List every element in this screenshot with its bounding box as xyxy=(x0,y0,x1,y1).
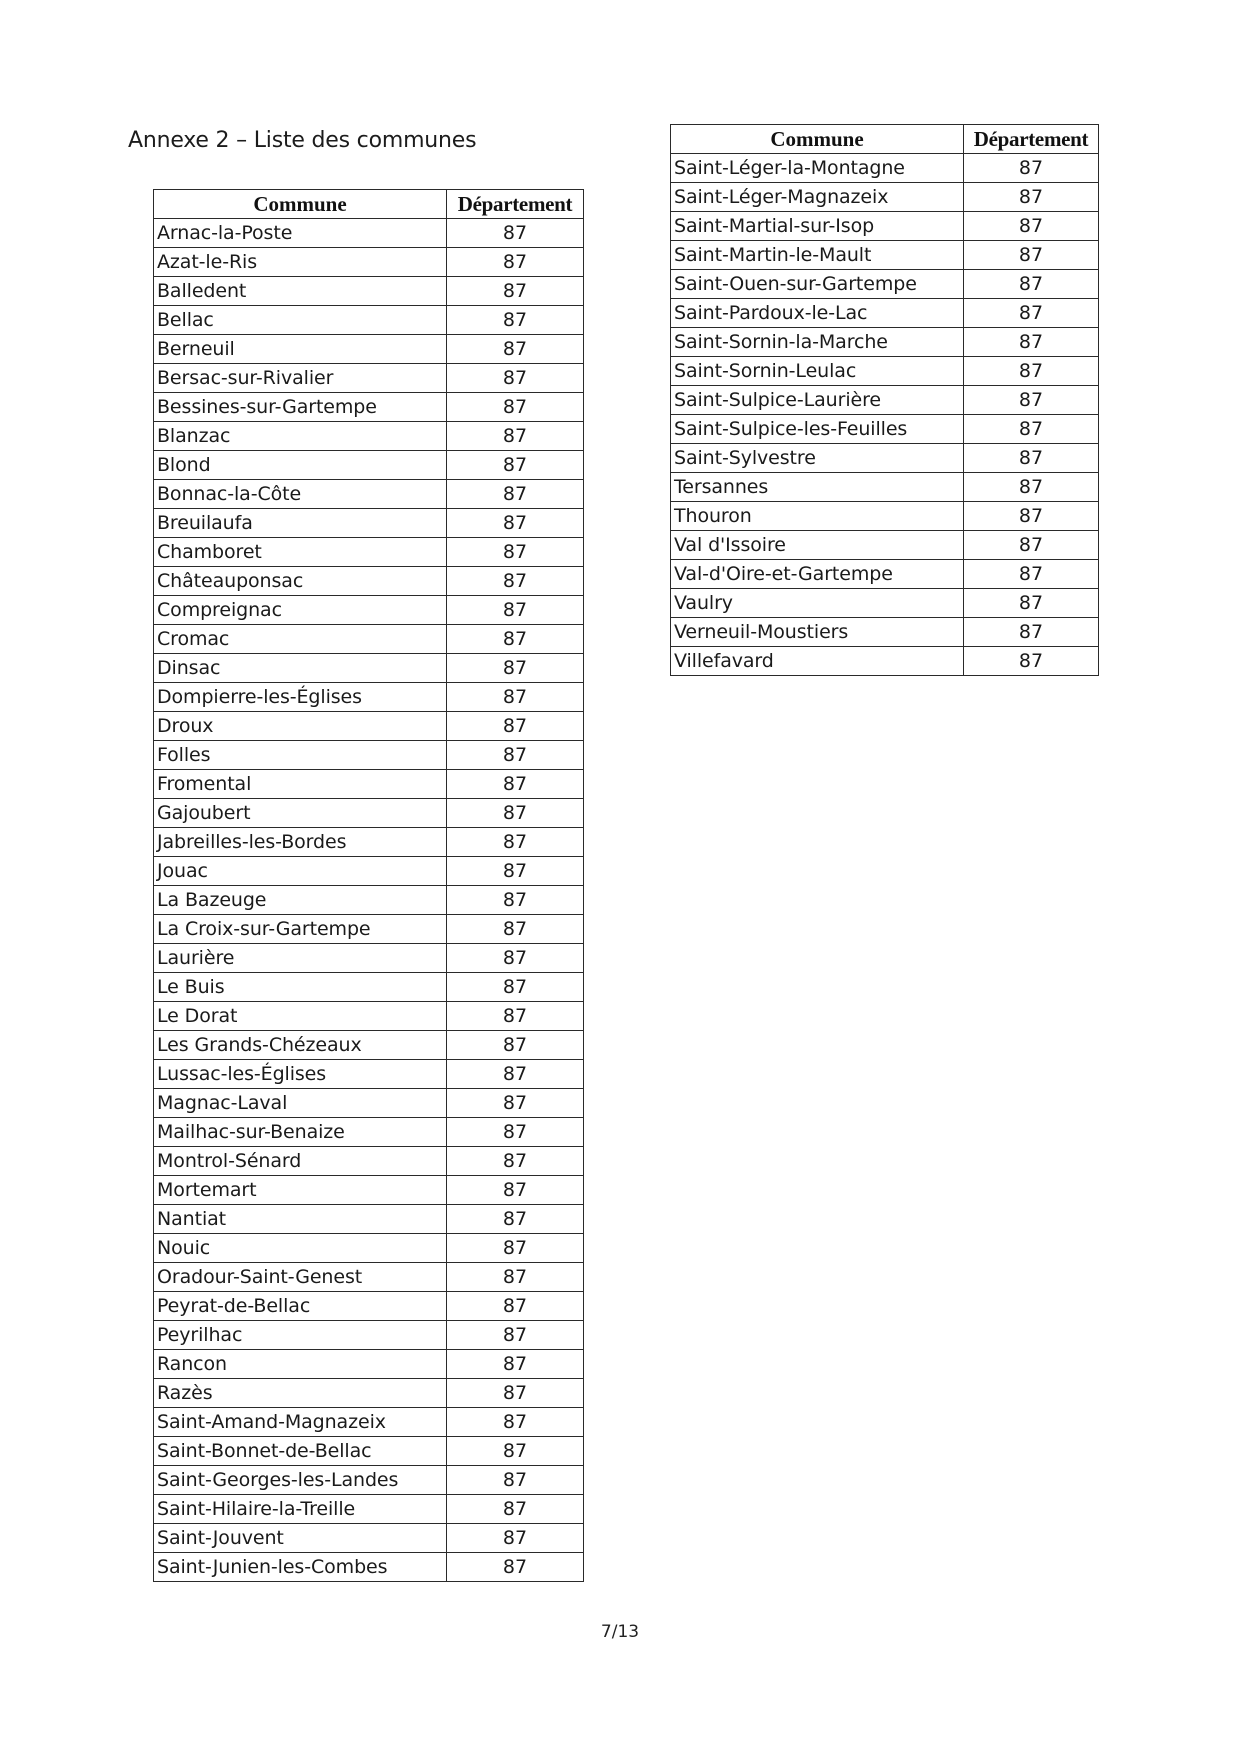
departement-cell: 87 xyxy=(447,1321,584,1350)
commune-name-cell: Razès xyxy=(154,1379,447,1408)
departement-cell: 87 xyxy=(447,364,584,393)
departement-cell: 87 xyxy=(964,154,1099,183)
departement-cell: 87 xyxy=(447,654,584,683)
table-row xyxy=(154,857,584,886)
departement-cell: 87 xyxy=(447,1002,584,1031)
departement-cell: 87 xyxy=(447,248,584,277)
table-row xyxy=(154,741,584,770)
commune-name-cell: Le Dorat xyxy=(154,1002,447,1031)
table-row xyxy=(154,1408,584,1437)
table-row xyxy=(154,683,584,712)
departement-cell: 87 xyxy=(447,973,584,1002)
departement-cell: 87 xyxy=(447,596,584,625)
table-row xyxy=(154,973,584,1002)
departement-cell: 87 xyxy=(447,828,584,857)
commune-name-cell: La Bazeuge xyxy=(154,886,447,915)
table-row xyxy=(154,277,584,306)
table-row xyxy=(154,422,584,451)
page-number: 7/13 xyxy=(600,1622,640,1642)
commune-name-cell: Berneuil xyxy=(154,335,447,364)
commune-name-cell: Folles xyxy=(154,741,447,770)
commune-name-cell: Bessines-sur-Gartempe xyxy=(154,393,447,422)
commune-name-cell: Cromac xyxy=(154,625,447,654)
commune-name-cell: Bonnac-la-Côte xyxy=(154,480,447,509)
table-row xyxy=(154,1495,584,1524)
departement-cell: 87 xyxy=(447,509,584,538)
commune-name-cell: Mortemart xyxy=(154,1176,447,1205)
table-header-row xyxy=(671,125,1099,154)
table-row xyxy=(154,828,584,857)
table-row xyxy=(671,473,1099,502)
table-row xyxy=(154,451,584,480)
table-row xyxy=(671,531,1099,560)
commune-name-cell: Magnac-Laval xyxy=(154,1089,447,1118)
table-body xyxy=(671,154,1099,676)
table-row xyxy=(671,154,1099,183)
commune-name-cell: Saint-Léger-Magnazeix xyxy=(671,183,964,212)
commune-name-cell: Breuilaufa xyxy=(154,509,447,538)
departement-cell: 87 xyxy=(447,1031,584,1060)
table-row xyxy=(154,509,584,538)
table-row xyxy=(154,1089,584,1118)
table-row xyxy=(154,596,584,625)
table-row xyxy=(154,1466,584,1495)
commune-name-cell: Villefavard xyxy=(671,647,964,676)
commune-name-cell: Saint-Junien-les-Combes xyxy=(154,1553,447,1582)
departement-cell: 87 xyxy=(447,1524,584,1553)
table-row xyxy=(671,212,1099,241)
departement-cell: 87 xyxy=(447,393,584,422)
table-row xyxy=(154,1031,584,1060)
table-row xyxy=(154,248,584,277)
table-row xyxy=(154,770,584,799)
table-row xyxy=(671,241,1099,270)
departement-cell: 87 xyxy=(447,219,584,248)
departement-cell: 87 xyxy=(447,422,584,451)
table-row xyxy=(671,183,1099,212)
table-row xyxy=(671,386,1099,415)
departement-cell: 87 xyxy=(964,415,1099,444)
departement-cell: 87 xyxy=(447,799,584,828)
communes-table-right xyxy=(670,124,1099,676)
commune-name-cell: Compreignac xyxy=(154,596,447,625)
table-row xyxy=(154,1524,584,1553)
departement-cell: 87 xyxy=(447,567,584,596)
table-row xyxy=(154,654,584,683)
table-row xyxy=(154,625,584,654)
departement-cell: 87 xyxy=(447,1408,584,1437)
table-row xyxy=(154,364,584,393)
table-body xyxy=(154,219,584,1582)
commune-name-cell: Saint-Martin-le-Mault xyxy=(671,241,964,270)
table-row xyxy=(154,1379,584,1408)
commune-name-cell: Gajoubert xyxy=(154,799,447,828)
table-row xyxy=(671,502,1099,531)
table-row xyxy=(671,328,1099,357)
table-row xyxy=(154,1060,584,1089)
commune-name-cell: Tersannes xyxy=(671,473,964,502)
departement-cell: 87 xyxy=(447,683,584,712)
table-row xyxy=(154,1437,584,1466)
departement-cell: 87 xyxy=(447,1234,584,1263)
commune-name-cell: Saint-Amand-Magnazeix xyxy=(154,1408,447,1437)
departement-cell: 87 xyxy=(447,1118,584,1147)
departement-cell: 87 xyxy=(447,1176,584,1205)
commune-name-cell: Verneuil-Moustiers xyxy=(671,618,964,647)
commune-name-cell: Saint-Ouen-sur-Gartempe xyxy=(671,270,964,299)
table-row xyxy=(671,444,1099,473)
commune-name-cell: Azat-le-Ris xyxy=(154,248,447,277)
commune-name-cell: Saint-Léger-la-Montagne xyxy=(671,154,964,183)
commune-name-cell: La Croix-sur-Gartempe xyxy=(154,915,447,944)
commune-name-cell: Val d'Issoire xyxy=(671,531,964,560)
departement-cell: 87 xyxy=(964,183,1099,212)
commune-name-cell: Balledent xyxy=(154,277,447,306)
commune-name-cell: Rancon xyxy=(154,1350,447,1379)
table-row xyxy=(671,560,1099,589)
commune-name-cell: Val-d'Oire-et-Gartempe xyxy=(671,560,964,589)
commune-name-cell: Saint-Martial-sur-Isop xyxy=(671,212,964,241)
departement-cell: 87 xyxy=(447,625,584,654)
table-row xyxy=(154,799,584,828)
departement-cell: 87 xyxy=(447,1553,584,1582)
commune-name-cell: Montrol-Sénard xyxy=(154,1147,447,1176)
table-row xyxy=(154,1292,584,1321)
departement-cell: 87 xyxy=(447,1060,584,1089)
commune-name-cell: Saint-Sulpice-Laurière xyxy=(671,386,964,415)
departement-cell: 87 xyxy=(964,357,1099,386)
commune-name-cell: Peyrat-de-Bellac xyxy=(154,1292,447,1321)
column-header-commune: Commune xyxy=(671,125,964,154)
departement-cell: 87 xyxy=(964,444,1099,473)
departement-cell: 87 xyxy=(447,712,584,741)
departement-cell: 87 xyxy=(447,1437,584,1466)
departement-cell: 87 xyxy=(447,1292,584,1321)
departement-cell: 87 xyxy=(447,741,584,770)
table-row xyxy=(154,393,584,422)
departement-cell: 87 xyxy=(447,857,584,886)
departement-cell: 87 xyxy=(447,1205,584,1234)
departement-cell: 87 xyxy=(447,1089,584,1118)
commune-name-cell: Bersac-sur-Rivalier xyxy=(154,364,447,393)
table-row xyxy=(154,335,584,364)
table-row xyxy=(671,357,1099,386)
commune-name-cell: Jabreilles-les-Bordes xyxy=(154,828,447,857)
commune-name-cell: Jouac xyxy=(154,857,447,886)
departement-cell: 87 xyxy=(964,589,1099,618)
departement-cell: 87 xyxy=(964,647,1099,676)
commune-name-cell: Saint-Sornin-Leulac xyxy=(671,357,964,386)
commune-name-cell: Arnac-la-Poste xyxy=(154,219,447,248)
departement-cell: 87 xyxy=(964,473,1099,502)
table-row xyxy=(154,915,584,944)
departement-cell: 87 xyxy=(447,1466,584,1495)
table-row xyxy=(671,270,1099,299)
departement-cell: 87 xyxy=(447,770,584,799)
table-header-row xyxy=(154,190,584,219)
table-row xyxy=(154,1118,584,1147)
table-row xyxy=(154,480,584,509)
commune-name-cell: Saint-Hilaire-la-Treille xyxy=(154,1495,447,1524)
column-header-commune: Commune xyxy=(154,190,447,219)
table-row xyxy=(154,1205,584,1234)
departement-cell: 87 xyxy=(447,1263,584,1292)
commune-name-cell: Vaulry xyxy=(671,589,964,618)
departement-cell: 87 xyxy=(447,1379,584,1408)
table-row xyxy=(671,299,1099,328)
commune-name-cell: Saint-Jouvent xyxy=(154,1524,447,1553)
table-row xyxy=(671,415,1099,444)
table-row xyxy=(154,1002,584,1031)
commune-name-cell: Châteauponsac xyxy=(154,567,447,596)
departement-cell: 87 xyxy=(964,212,1099,241)
departement-cell: 87 xyxy=(447,277,584,306)
commune-name-cell: Nantiat xyxy=(154,1205,447,1234)
table-row xyxy=(671,589,1099,618)
commune-name-cell: Fromental xyxy=(154,770,447,799)
table-row xyxy=(154,1553,584,1582)
departement-cell: 87 xyxy=(447,915,584,944)
table-row xyxy=(154,219,584,248)
commune-name-cell: Dompierre-les-Églises xyxy=(154,683,447,712)
departement-cell: 87 xyxy=(447,451,584,480)
table-row xyxy=(154,1350,584,1379)
departement-cell: 87 xyxy=(964,241,1099,270)
departement-cell: 87 xyxy=(964,618,1099,647)
departement-cell: 87 xyxy=(447,1350,584,1379)
commune-name-cell: Saint-Sornin-la-Marche xyxy=(671,328,964,357)
commune-name-cell: Peyrilhac xyxy=(154,1321,447,1350)
table-row xyxy=(154,712,584,741)
departement-cell: 87 xyxy=(447,1495,584,1524)
table-row xyxy=(154,1263,584,1292)
departement-cell: 87 xyxy=(447,480,584,509)
table-row xyxy=(154,538,584,567)
departement-cell: 87 xyxy=(964,386,1099,415)
commune-name-cell: Les Grands-Chézeaux xyxy=(154,1031,447,1060)
table-row xyxy=(154,306,584,335)
commune-name-cell: Saint-Pardoux-le-Lac xyxy=(671,299,964,328)
commune-name-cell: Saint-Sylvestre xyxy=(671,444,964,473)
commune-name-cell: Blanzac xyxy=(154,422,447,451)
commune-name-cell: Laurière xyxy=(154,944,447,973)
commune-name-cell: Droux xyxy=(154,712,447,741)
commune-name-cell: Saint-Georges-les-Landes xyxy=(154,1466,447,1495)
commune-name-cell: Saint-Sulpice-les-Feuilles xyxy=(671,415,964,444)
column-header-departement: Département xyxy=(964,125,1099,154)
departement-cell: 87 xyxy=(964,328,1099,357)
departement-cell: 87 xyxy=(964,502,1099,531)
departement-cell: 87 xyxy=(447,886,584,915)
commune-name-cell: Oradour-Saint-Genest xyxy=(154,1263,447,1292)
commune-name-cell: Blond xyxy=(154,451,447,480)
table-row xyxy=(154,1176,584,1205)
departement-cell: 87 xyxy=(447,944,584,973)
departement-cell: 87 xyxy=(964,270,1099,299)
departement-cell: 87 xyxy=(447,538,584,567)
communes-table-left xyxy=(153,189,584,1582)
departement-cell: 87 xyxy=(447,306,584,335)
table-row xyxy=(154,944,584,973)
table-row xyxy=(154,567,584,596)
departement-cell: 87 xyxy=(964,531,1099,560)
table-row xyxy=(154,1321,584,1350)
column-header-departement: Département xyxy=(447,190,584,219)
departement-cell: 87 xyxy=(447,335,584,364)
departement-cell: 87 xyxy=(447,1147,584,1176)
table-row xyxy=(671,647,1099,676)
table-row xyxy=(154,1147,584,1176)
table-row xyxy=(671,618,1099,647)
commune-name-cell: Nouic xyxy=(154,1234,447,1263)
commune-name-cell: Chamboret xyxy=(154,538,447,567)
page-title: Annexe 2 – Liste des communes xyxy=(128,128,477,153)
commune-name-cell: Thouron xyxy=(671,502,964,531)
table-row xyxy=(154,1234,584,1263)
commune-name-cell: Le Buis xyxy=(154,973,447,1002)
departement-cell: 87 xyxy=(964,299,1099,328)
commune-name-cell: Mailhac-sur-Benaize xyxy=(154,1118,447,1147)
commune-name-cell: Dinsac xyxy=(154,654,447,683)
commune-name-cell: Bellac xyxy=(154,306,447,335)
table-row xyxy=(154,886,584,915)
commune-name-cell: Saint-Bonnet-de-Bellac xyxy=(154,1437,447,1466)
commune-name-cell: Lussac-les-Églises xyxy=(154,1060,447,1089)
departement-cell: 87 xyxy=(964,560,1099,589)
